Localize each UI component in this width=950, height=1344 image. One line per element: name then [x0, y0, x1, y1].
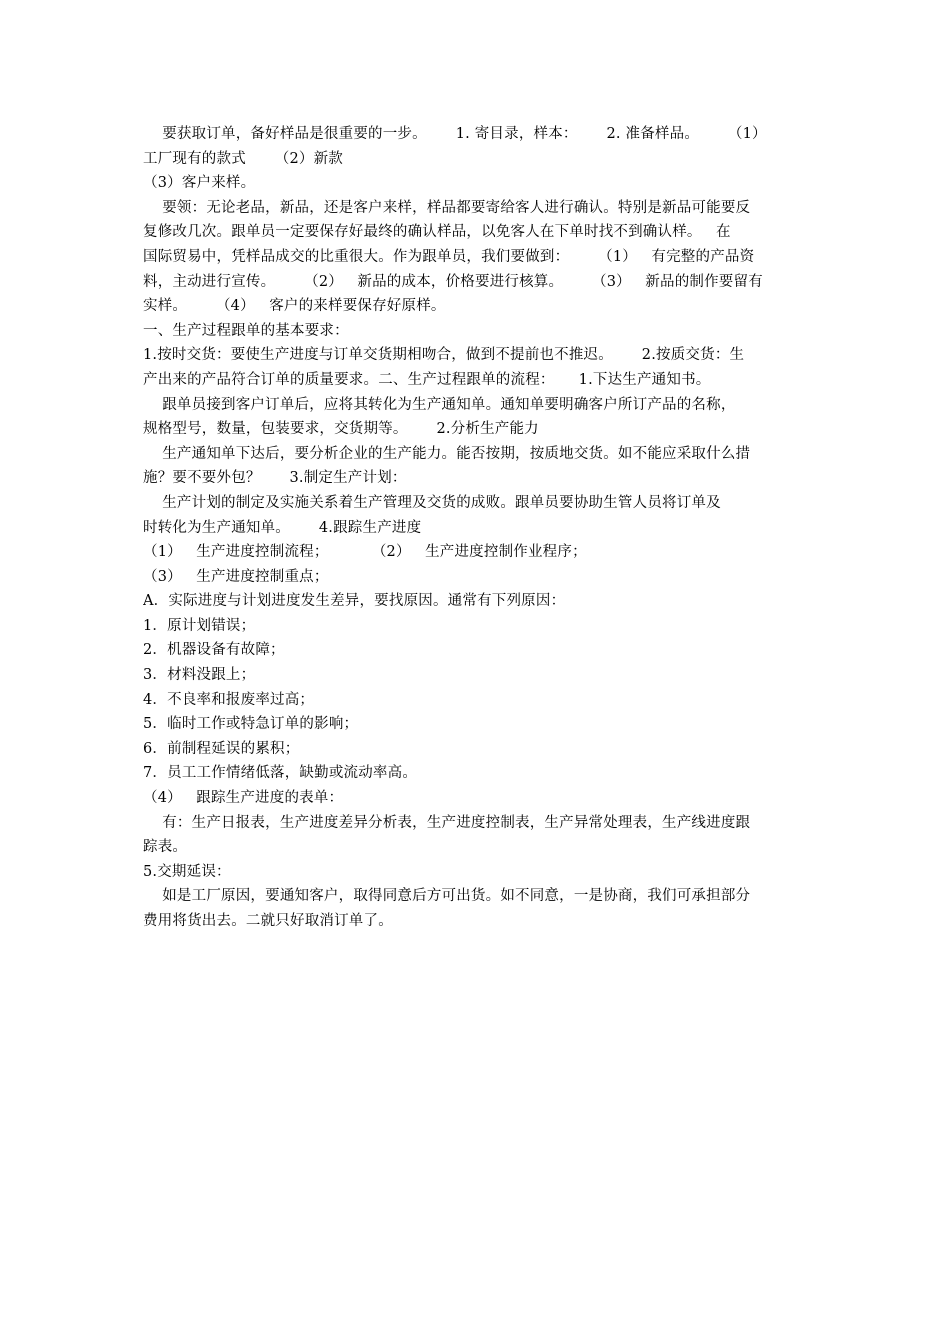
text-line: 复修改几次。跟单员一定要保存好最终的确认样品，以免客人在下单时找不到确认样。 在 — [143, 224, 731, 241]
list-item: 5．临时工作或特急订单的影响； — [143, 716, 359, 733]
text-line: A．实际进度与计划进度发生差异，要找原因。通常有下列原因： — [143, 593, 566, 610]
list-item: 3．材料没跟上； — [143, 667, 256, 684]
text-line: 有：生产日报表，生产进度差异分析表，生产进度控制表，生产异常处理表，生产线进度跟 — [143, 814, 751, 831]
text-line: 实样。 （4） 客户的来样要保存好原样。 — [143, 298, 446, 315]
text-line: （3）客户来样。 — [143, 175, 256, 192]
text-line: 5.交期延误： — [143, 863, 231, 880]
text-line: 生产计划的制定及实施关系着生产管理及交货的成败。跟单员要协助生管人员将订单及 — [143, 494, 721, 511]
text-line: （4） 跟踪生产进度的表单： — [143, 790, 344, 807]
text-line: 1.按时交货：要使生产进度与订单交货期相吻合，做到不提前也不推迟。 2.按质交货：生 — [143, 347, 745, 364]
text-line: 踪表。 — [143, 839, 188, 856]
text-line: 要领：无论老品，新品，还是客户来样，样品都要寄给客人进行确认。特别是新品可能要反 — [143, 199, 751, 216]
text-line: 工厂现有的款式 （2）新款 — [143, 150, 343, 167]
text-line: 施？要不要外包？ 3.制定生产计划： — [143, 470, 407, 487]
text-line: 生产通知单下达后，要分析企业的生产能力。能否按期，按质地交货。如不能应采取什么措 — [143, 445, 751, 462]
list-item: 4．不良率和报废率过高； — [143, 691, 315, 708]
text-line: 费用将货出去。二就只好取消订单了。 — [143, 913, 393, 929]
text-line: （3） 生产进度控制重点； — [143, 568, 329, 585]
list-item: 6．前制程延误的累积； — [143, 740, 300, 757]
text-line: 规格型号，数量，包装要求，交货期等。 2.分析生产能力 — [143, 421, 539, 438]
list-item: 1．原计划错误； — [143, 617, 256, 634]
document-body — [143, 122, 808, 934]
list-item: 7．员工工作情绪低落，缺勤或流动率高。 — [143, 765, 418, 782]
text-line: 料，主动进行宣传。 （2） 新品的成本，价格要进行核算。 （3） 新品的制作要留有 — [143, 273, 763, 290]
text-line: 要获取订单，备好样品是很重要的一步。 1. 寄目录，样本： 2. 准备样品。 （1） — [143, 126, 767, 142]
text-line: 如是工厂原因，要通知客户，取得同意后方可出货。如不同意，一是协商，我们可承担部分 — [143, 888, 751, 905]
text-line: （1） 生产进度控制流程； （2） 生产进度控制作业程序； — [143, 544, 587, 561]
text-line: 产出来的产品符合订单的质量要求。二、生产过程跟单的流程： 1.下达生产通知书。 — [143, 371, 711, 388]
section-heading: 一、生产过程跟单的基本要求： — [143, 322, 349, 339]
text-line: 跟单员接到客户订单后，应将其转化为生产通知单。通知单要明确客户所订产品的名称， — [143, 396, 736, 413]
list-item: 2．机器设备有故障； — [143, 642, 285, 659]
text-line: 国际贸易中，凭样品成交的比重很大。作为跟单员，我们要做到： （1） 有完整的产品资 — [143, 248, 755, 265]
text-line: 时转化为生产通知单。 4.跟踪生产进度 — [143, 519, 422, 536]
